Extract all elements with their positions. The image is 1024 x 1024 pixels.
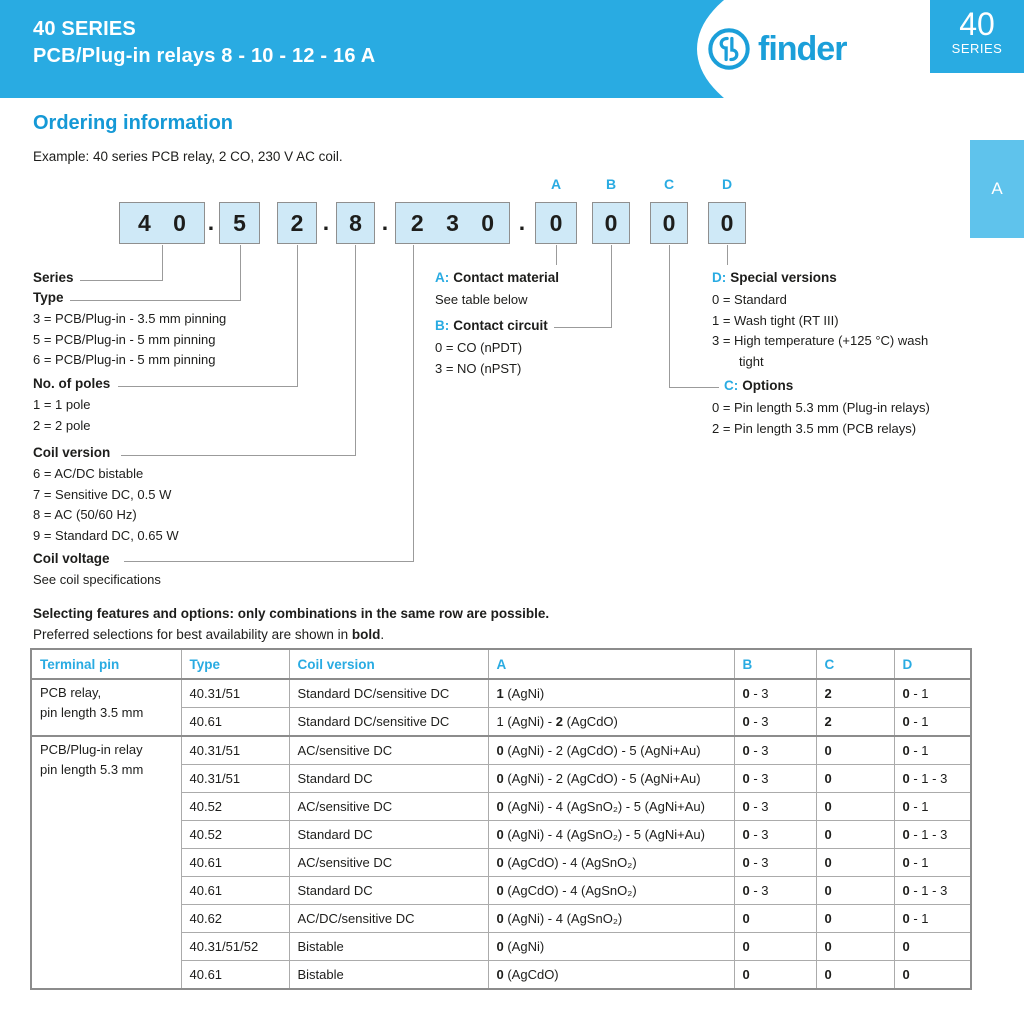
selection-note-secondary: Preferred selections for best availability are shown in bold. (33, 627, 385, 642)
code-box-b: 0 (592, 202, 630, 244)
corner-series-badge (930, 0, 1024, 73)
corner-series-number: 40 (959, 6, 995, 42)
cell-d: 0 - 1 (894, 849, 971, 877)
legend-list-options (712, 398, 930, 439)
cell-c: 0 (816, 961, 894, 990)
legend-item: See coil specifications (33, 572, 161, 587)
legend-heading-poles: No. of poles (33, 376, 111, 391)
cell-b: 0 - 3 (734, 877, 816, 905)
legend-item: 1 = 1 pole (33, 397, 91, 412)
cell-coil: Bistable (289, 933, 488, 961)
legend-heading-type: Type (33, 290, 64, 305)
legend-list-contact-material (435, 290, 528, 311)
cell-c: 2 (816, 679, 894, 708)
terminal-pin-cell: PCB relay, pin length 3.5 mm (31, 679, 181, 736)
legend-item: 5 = PCB/Plug-in - 5 mm pinning (33, 331, 216, 347)
cell-a: 0 (AgNi) - 4 (AgSnO₂) - 5 (AgNi+Au) (488, 793, 734, 821)
cell-b: 0 (734, 933, 816, 961)
connector-line (297, 245, 298, 386)
legend-item: 2 = Pin length 3.5 mm (PCB relays) (712, 420, 917, 436)
connector-line (162, 245, 163, 280)
cell-a: 0 (AgCdO) - 4 (AgSnO₂) (488, 877, 734, 905)
example-line: Example: 40 series PCB relay, 2 CO, 230 V AC coil. (33, 149, 343, 164)
legend-list-contact-circuit (435, 338, 522, 379)
column-header: Coil version (289, 649, 488, 679)
legend-item: 3 = High temperature (+125 °C) wash tight (712, 333, 929, 369)
cell-d: 0 - 1 - 3 (894, 877, 971, 905)
legend-list-coil-voltage (33, 570, 161, 591)
column-header: Terminal pin (31, 649, 181, 679)
connector-line (669, 387, 719, 388)
legend-item: 6 = AC/DC bistable (33, 466, 144, 481)
table-row (31, 679, 971, 708)
side-index-tab: A (970, 140, 1024, 238)
cell-a: 1 (AgNi) (488, 679, 734, 708)
legend-list-coil-version (33, 464, 179, 546)
series-subtitle: PCB/Plug-in relays 8 - 10 - 12 - 16 A (33, 45, 376, 67)
series-title: 40 SERIES (33, 18, 136, 40)
cell-a: 0 (AgCdO) (488, 961, 734, 990)
cell-coil: AC/sensitive DC (289, 793, 488, 821)
cell-c: 0 (816, 821, 894, 849)
legend-item: 7 = Sensitive DC, 0.5 W (33, 486, 172, 502)
cell-coil: Bistable (289, 961, 488, 990)
cell-d: 0 - 1 (894, 905, 971, 933)
table-header-row (31, 649, 971, 679)
cell-d: 0 (894, 933, 971, 961)
cell-c: 0 (816, 849, 894, 877)
connector-line (121, 455, 356, 456)
code-label-a: A (550, 176, 562, 192)
cell-c: 0 (816, 905, 894, 933)
code-dot: . (518, 209, 526, 235)
cell-type: 40.61 (181, 708, 289, 737)
cell-b: 0 - 3 (734, 765, 816, 793)
code-dot: . (381, 209, 389, 235)
cell-type: 40.52 (181, 821, 289, 849)
legend-heading-contact-material: A: Contact material (435, 270, 560, 285)
section-title: Ordering information (33, 112, 233, 134)
cell-a: 0 (AgCdO) - 4 (AgSnO₂) (488, 849, 734, 877)
finder-logo (706, 26, 846, 72)
cell-d: 0 - 1 (894, 793, 971, 821)
cell-d: 0 - 1 (894, 736, 971, 765)
legend-heading-series: Series (33, 270, 74, 285)
legend-item: 6 = PCB/Plug-in - 5 mm pinning (33, 352, 216, 367)
cell-a: 0 (AgNi) - 4 (AgSnO₂) (488, 905, 734, 933)
cell-b: 0 - 3 (734, 708, 816, 737)
ordering-table (30, 648, 970, 990)
code-box-series: 4 0 (119, 202, 205, 244)
cell-type: 40.62 (181, 905, 289, 933)
corner-series-label: SERIES (951, 41, 1003, 56)
code-label-d: D (721, 176, 733, 192)
cell-a: 0 (AgNi) (488, 933, 734, 961)
cell-type: 40.31/51 (181, 765, 289, 793)
code-label-b: B (605, 176, 617, 192)
legend-item: 3 = NO (nPST) (435, 360, 522, 376)
cell-type: 40.61 (181, 877, 289, 905)
cell-type: 40.31/51 (181, 679, 289, 708)
code-dot: . (322, 209, 330, 235)
brand-wordmark: finder (758, 29, 847, 68)
cell-b: 0 - 3 (734, 849, 816, 877)
connector-line (554, 327, 612, 328)
cell-d: 0 - 1 - 3 (894, 765, 971, 793)
cell-a: 0 (AgNi) - 2 (AgCdO) - 5 (AgNi+Au) (488, 736, 734, 765)
column-header: Type (181, 649, 289, 679)
column-header: D (894, 649, 971, 679)
cell-c: 0 (816, 933, 894, 961)
cell-d: 0 (894, 961, 971, 990)
page-header (0, 0, 912, 98)
connector-line (240, 245, 241, 300)
legend-item: 0 = Standard (712, 292, 787, 307)
cell-d: 0 - 1 (894, 679, 971, 708)
column-header: A (488, 649, 734, 679)
cell-b: 0 - 3 (734, 793, 816, 821)
legend-item: 0 = Pin length 5.3 mm (Plug-in relays) (712, 400, 930, 415)
legend-list-poles (33, 395, 90, 436)
code-label-c: C (663, 176, 675, 192)
connector-line (124, 561, 414, 562)
legend-list-special-versions (712, 290, 950, 372)
cell-b: 0 (734, 905, 816, 933)
cell-c: 0 (816, 736, 894, 765)
cell-type: 40.52 (181, 793, 289, 821)
cell-coil: AC/DC/sensitive DC (289, 905, 488, 933)
cell-c: 0 (816, 765, 894, 793)
cell-coil: Standard DC (289, 765, 488, 793)
cell-c: 2 (816, 708, 894, 737)
cell-a: 1 (AgNi) - 2 (AgCdO) (488, 708, 734, 737)
cell-b: 0 - 3 (734, 821, 816, 849)
code-box-coil-voltage: 2 3 0 (395, 202, 510, 244)
cell-coil: Standard DC/sensitive DC (289, 708, 488, 737)
column-header: B (734, 649, 816, 679)
cell-type: 40.31/51 (181, 736, 289, 765)
legend-item: 3 = PCB/Plug-in - 3.5 mm pinning (33, 311, 227, 326)
cell-coil: Standard DC/sensitive DC (289, 679, 488, 708)
combinations-table (30, 648, 972, 990)
connector-line (413, 245, 414, 561)
code-box-type: 5 (219, 202, 260, 244)
legend-heading-options: C: Options (724, 378, 794, 393)
cell-d: 0 - 1 - 3 (894, 821, 971, 849)
legend-item: 1 = Wash tight (RT III) (712, 312, 839, 328)
cell-coil: Standard DC (289, 877, 488, 905)
cell-coil: Standard DC (289, 821, 488, 849)
cell-b: 0 - 3 (734, 679, 816, 708)
legend-heading-coil-version: Coil version (33, 445, 111, 460)
connector-line (611, 245, 612, 327)
legend-list-type (33, 309, 226, 371)
code-dot: . (207, 209, 215, 235)
cell-c: 0 (816, 793, 894, 821)
cell-b: 0 (734, 961, 816, 990)
code-box-d: 0 (708, 202, 746, 244)
cell-b: 0 - 3 (734, 736, 816, 765)
cell-type: 40.61 (181, 961, 289, 990)
connector-line (669, 245, 670, 387)
cell-type: 40.31/51/52 (181, 933, 289, 961)
code-box-poles: 2 (277, 202, 317, 244)
connector-line (727, 245, 728, 265)
connector-line (70, 300, 241, 301)
terminal-pin-cell: PCB/Plug-in relay pin length 5.3 mm (31, 736, 181, 989)
code-box-coil-version: 8 (336, 202, 375, 244)
legend-heading-special-versions: D: Special versions (712, 270, 837, 285)
cell-type: 40.61 (181, 849, 289, 877)
finder-logo-icon (706, 26, 752, 72)
legend-item: 0 = CO (nPDT) (435, 340, 523, 355)
cell-a: 0 (AgNi) - 4 (AgSnO₂) - 5 (AgNi+Au) (488, 821, 734, 849)
cell-coil: AC/sensitive DC (289, 736, 488, 765)
cell-coil: AC/sensitive DC (289, 849, 488, 877)
legend-item: 2 = 2 pole (33, 417, 91, 433)
connector-line (556, 245, 557, 265)
legend-item: See table below (435, 292, 528, 307)
legend-item: 8 = AC (50/60 Hz) (33, 507, 137, 522)
cell-d: 0 - 1 (894, 708, 971, 737)
legend-heading-contact-circuit: B: Contact circuit (435, 318, 548, 333)
code-box-c: 0 (650, 202, 688, 244)
selection-note-primary: Selecting features and options: only combinations in the same row are possible. (33, 606, 550, 621)
column-header: C (816, 649, 894, 679)
cell-a: 0 (AgNi) - 2 (AgCdO) - 5 (AgNi+Au) (488, 765, 734, 793)
connector-line (118, 386, 298, 387)
cell-c: 0 (816, 877, 894, 905)
table-row (31, 736, 971, 765)
legend-heading-coil-voltage: Coil voltage (33, 551, 110, 566)
code-box-a: 0 (535, 202, 577, 244)
legend-item: 9 = Standard DC, 0.65 W (33, 527, 179, 543)
connector-line (80, 280, 163, 281)
connector-line (355, 245, 356, 455)
